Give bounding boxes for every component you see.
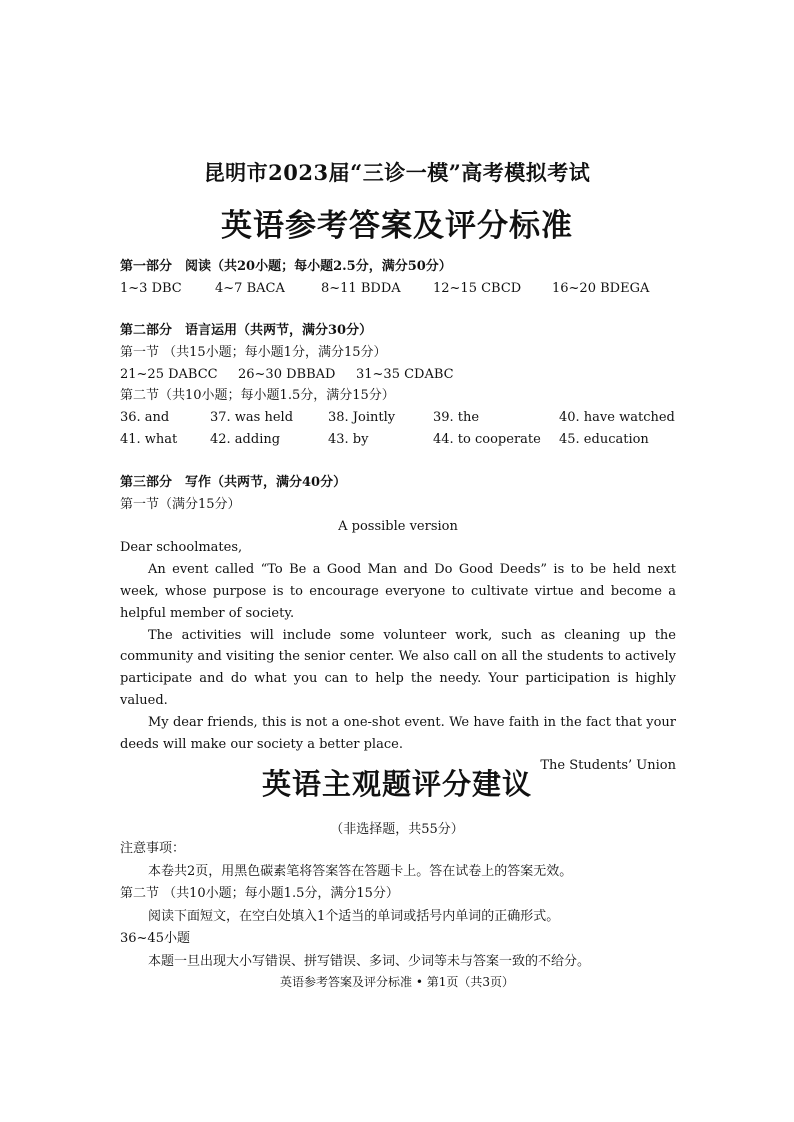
essay-paragraph: The activities will include some volunteer work, such as cleaning up the community and visiting the senior center. We also call on all the students to actively participate and do what you can to help the needy. Your participation is highly valued. (120, 627, 676, 708)
answer-group: 31~35 CDABC (356, 366, 454, 382)
notes-heading: 注意事项： (120, 841, 186, 856)
grading-rule: 本题一旦出现大小写错误、拼写错误、多词、少词等未与答案一致的不给分。 (148, 953, 591, 969)
part2-section (120, 320, 676, 451)
notes-line: 本卷共2页，用黑色碳素笔将答案答在答题卡上。答在试卷上的答案无效。 (148, 863, 573, 879)
part3-section (120, 472, 676, 777)
part1-answers (120, 278, 676, 300)
answer-item: 38. Jointly (328, 410, 396, 426)
range-label: 36~45小题 (120, 931, 190, 947)
answer-item: 43. by (328, 431, 369, 447)
subjective-title: 英语主观题评分建议 (261, 767, 532, 801)
part2-section2-heading: 第二节（共10小题；每小题1.5分，满分15分） (120, 388, 395, 404)
part2-heading: 第二部分 语言运用（共两节，满分30分） (120, 323, 373, 338)
answer-item: 45. education (559, 431, 649, 447)
answer-item: 42. adding (210, 431, 281, 447)
subjective-section2-heading: 第二节 （共10小题；每小题1.5分，满分15分） (120, 886, 399, 902)
essay-paragraph: My dear friends, this is not a one-shot event. We have faith in the fact that your deeds will make our society a better place. (120, 714, 676, 752)
subjective-subtitle: （非选择题，共55分） (330, 822, 464, 837)
answer-item: 40. have watched (559, 410, 675, 426)
answer-group: 21~25 DABCC (120, 366, 218, 382)
answer-group: 16~20 BDEGA (552, 280, 650, 296)
answer-group: 8~11 BDDA (321, 280, 401, 296)
answer-group: 4~7 BACA (215, 280, 285, 296)
version-label: A possible version (338, 518, 458, 534)
answer-group: 1~3 DBC (120, 280, 182, 296)
section2-instruction: 阅读下面短文，在空白处填入1个适当的单词或括号内单词的正确形式。 (148, 908, 560, 924)
part2-section2-row1 (120, 407, 676, 429)
subjective-notes (120, 838, 676, 974)
answer-group: 12~15 CBCD (433, 280, 522, 296)
part2-section1-answers (120, 364, 676, 386)
answer-item: 41. what (120, 431, 178, 447)
part2-section2-row2 (120, 429, 676, 451)
answer-title: 英语参考答案及评分标准 (221, 208, 573, 244)
signature: The Students’ Union (540, 758, 676, 774)
answer-item: 37. was held (210, 410, 294, 426)
part3-section1-heading: 第一节（满分15分） (120, 496, 241, 512)
part1-heading: 第一部分 阅读（共20小题；每小题2.5分，满分50分） (120, 259, 452, 274)
answer-group: 26~30 DBBAD (238, 366, 336, 382)
answer-item: 44. to cooperate (433, 431, 541, 447)
part1-section (120, 256, 676, 300)
exam-title: 昆明市2023届“三诊一模”高考模拟考试 (203, 160, 591, 185)
salutation: Dear schoolmates, (120, 540, 243, 556)
answer-item: 36. and (120, 410, 170, 426)
essay-paragraph: An event called “To Be a Good Man and Do Good Deeds” is to be held next week, whose purpose is to encourage everyone to cultivate virtue and become a helpful member of society. (120, 562, 676, 621)
answer-item: 39. the (433, 410, 480, 426)
page-footer: 英语参考答案及评分标准 • 第1页（共3页） (280, 975, 514, 989)
part2-section1-heading: 第一节 （共15小题；每小题1分，满分15分） (120, 344, 387, 360)
part3-heading: 第三部分 写作（共两节，满分40分） (120, 475, 347, 490)
